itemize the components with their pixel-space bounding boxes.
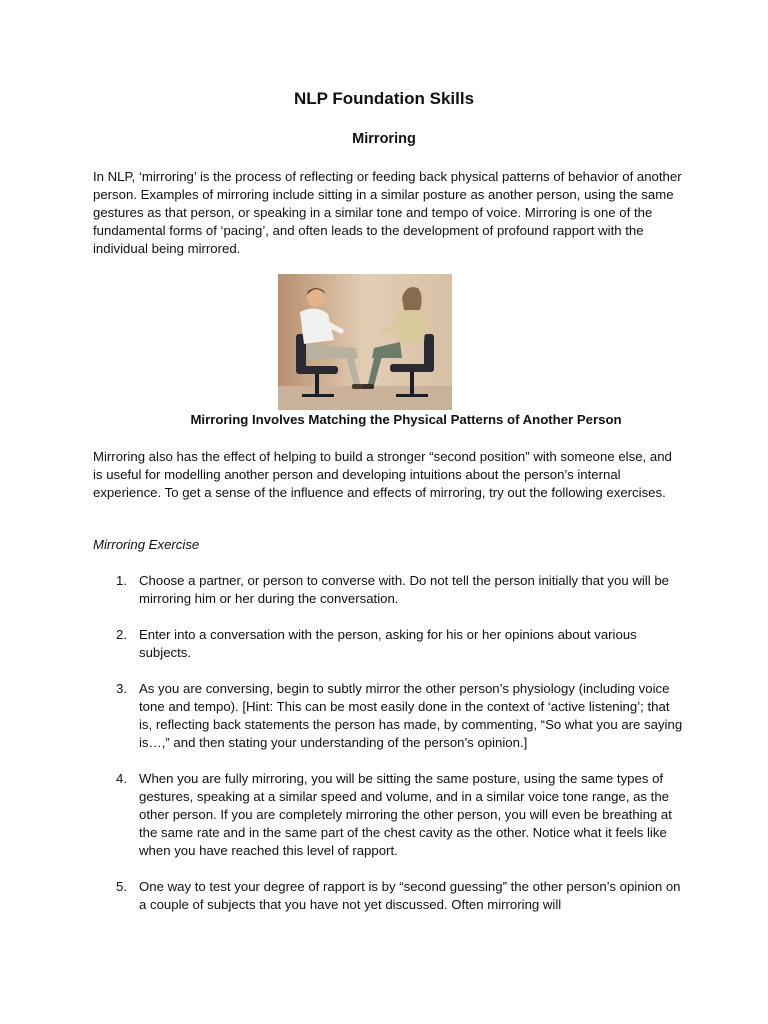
step-number: 3.: [116, 681, 127, 696]
step-number: 2.: [116, 627, 127, 642]
figure-caption: Mirroring Involves Matching the Physical Patterns of Another Person: [190, 412, 622, 427]
step-text: As you are conversing, begin to subtly mirror the other person’s physiology (including voice tone and tempo). [Hint: This can be most easily done in the context of ‘active listening’; that is, reflecting back statements the person has made, by commenting, “So what you are saying is…,” and then stating your understanding of the person’s opinion.]: [139, 681, 683, 750]
exercise-heading: Mirroring Exercise: [93, 537, 200, 552]
list-item: [93, 770, 683, 860]
section-subtitle: Mirroring: [352, 131, 416, 147]
list-item: [93, 572, 683, 608]
mirroring-photo: [278, 274, 452, 410]
list-item: [93, 878, 683, 914]
step-number: 1.: [116, 573, 127, 588]
list-item: [93, 680, 683, 752]
step-text: One way to test your degree of rapport is by “second guessing” the other person’s opinion on a couple of subjects that you have not yet discussed. Often mirroring will: [139, 879, 681, 912]
step-text: When you are fully mirroring, you will be sitting the same posture, using the same types of gestures, speaking at a similar speed and volume, and in a similar voice tone range, as the other person. If you are completely mirroring the other person, you will even be breathing at the same rate and in the same part of the chest cavity as the other. Notice what it feels like when you have reached this level of rapport.: [139, 771, 672, 858]
exercise-steps-list: [93, 572, 683, 932]
step-number: 5.: [116, 879, 127, 894]
step-text: Enter into a conversation with the person, asking for his or her opinions about various subjects.: [139, 627, 637, 660]
step-number: 4.: [116, 771, 127, 786]
page-title: NLP Foundation Skills: [293, 89, 475, 108]
intro-paragraph: In NLP, ‘mirroring’ is the process of reflecting or feeding back physical patterns of behavior of another person. Examples of mirroring include sitting in a similar posture as another person, using the same gestures as that person, or speaking in a similar tone and tempo of voice. Mirroring is one of the fundamental forms of ‘pacing’, and often leads to the development of profound rapport with the individual being mirrored.: [93, 169, 682, 256]
second-paragraph: Mirroring also has the effect of helping to build a stronger “second position” with someone else, and is useful for modelling another person and developing intuitions about the person’s internal experience. To get a sense of the influence and effects of mirroring, try out the following exercises.: [93, 449, 672, 500]
step-text: Choose a partner, or person to converse with. Do not tell the person initially that you will be mirroring him or her during the conversation.: [139, 573, 669, 606]
list-item: [93, 626, 683, 662]
